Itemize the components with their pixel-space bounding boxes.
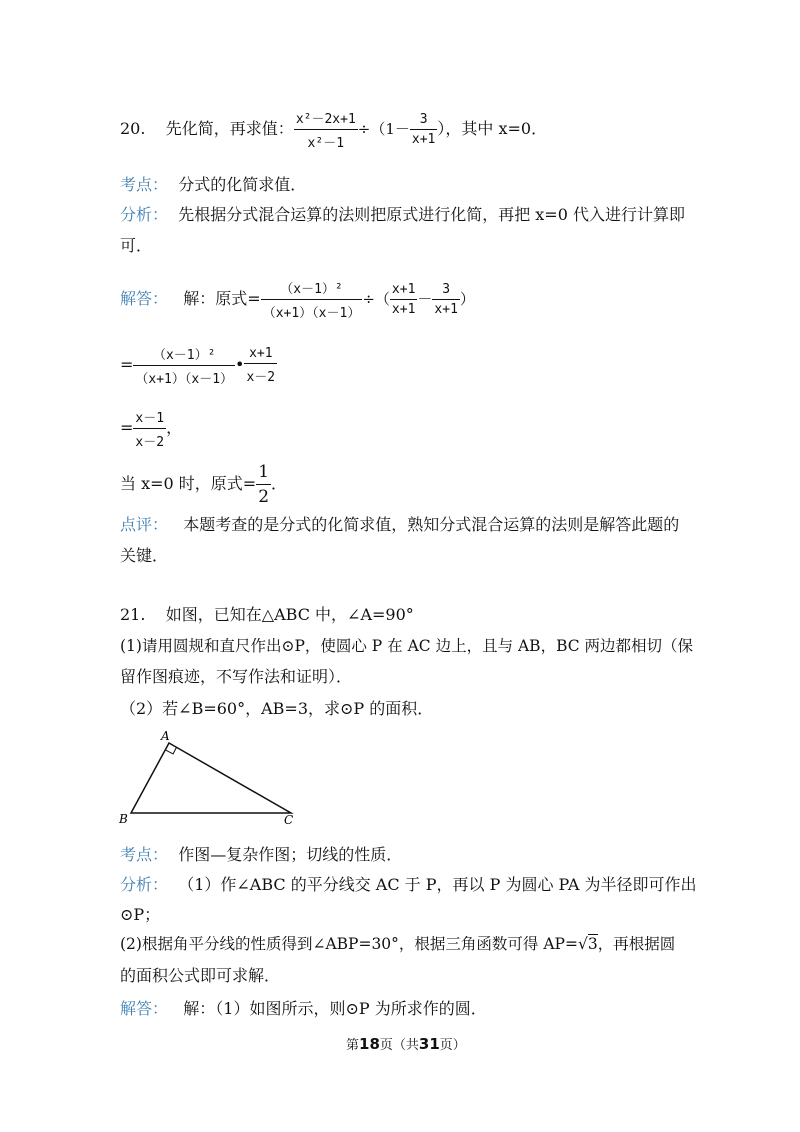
step1-fraction-2: $\frac{x+1}{x+1}$ — [391, 282, 416, 317]
step3-eq: = — [120, 418, 134, 437]
q20-condition: ），其中 x=0． — [437, 119, 548, 138]
jieda-intro: 解：原式= — [183, 289, 261, 308]
q20-final — [120, 462, 287, 507]
sqrt-value: 3 — [587, 935, 598, 953]
step1-fraction-3: $\frac{3}{x+1}$ — [434, 282, 458, 317]
final-end: ． — [271, 474, 288, 493]
q21-fenxi-line3 — [120, 932, 675, 954]
dianping-label: 点评： — [120, 515, 169, 534]
q20-jieda-step1 — [120, 278, 475, 321]
label-c: C — [284, 813, 294, 827]
q21-fenxi — [120, 872, 697, 895]
triangle-abc — [131, 743, 291, 813]
q20-jieda-step2 — [120, 344, 277, 387]
q20-jieda-step3 — [120, 407, 182, 450]
step2-dot: • — [235, 355, 245, 374]
q21-fenxi-line2: ⊙P； — [120, 905, 161, 924]
fenxi-line3-b: ，再根据圆 — [597, 935, 676, 953]
q20-dianping-cont: 关键． — [120, 546, 169, 565]
q21-part1-line2: 留作图痕迹，不写作法和证明）． — [120, 667, 353, 686]
kaodian-text: 作图—复杂作图；切线的性质． — [178, 845, 403, 864]
step1-close: ） — [459, 290, 475, 308]
q21-jieda — [120, 996, 487, 1019]
kaodian-text: 分式的化简求值． — [178, 175, 307, 194]
final-fraction: $\frac{1}{2}$ — [258, 462, 270, 507]
step3-comma: ， — [166, 418, 183, 437]
fenxi-text: 先根据分式混合运算的法则把原式进行化简，再把 x=0 代入进行计算即 — [178, 205, 685, 224]
kaodian-label: 考点： — [120, 845, 169, 864]
current-page: 18 — [359, 1035, 380, 1053]
step2-fraction-1: $\frac{\text{（x－1）²}}{(x+1)(x-1)}$ — [133, 344, 235, 387]
q20-dianping — [120, 512, 679, 535]
fenxi-line3-a: (2)根据角平分线的性质得到∠ABP=30°，根据三角函数可得 AP= — [120, 935, 578, 953]
q21-kaodian — [120, 842, 402, 865]
label-b: B — [119, 812, 128, 826]
dianping-text: 本题考查的是分式的化简求值，熟知分式混合运算的法则是解答此题的 — [183, 515, 680, 534]
kaodian-label: 考点： — [120, 175, 169, 194]
label-a: A — [161, 729, 170, 743]
q21-intro — [120, 602, 414, 625]
step1-fraction-1: $\frac{\text{（x－1）²}}{(x+1)(x-1)}$ — [261, 278, 363, 321]
fenxi-text: （1）作∠ABC 的平分线交 AC 于 P，再以 P 为圆心 PA 为半径即可作出 — [178, 875, 697, 894]
fenxi-label: 分析： — [120, 875, 169, 894]
step1-divide: ÷（ — [362, 290, 390, 308]
q20-statement — [120, 108, 547, 151]
q21-number: 21. — [120, 605, 146, 624]
step1-minus: － — [417, 290, 433, 308]
q20-fraction-2: $\frac{3}{x+1}$ — [411, 112, 436, 147]
q20-divide: ÷（1－ — [357, 120, 410, 138]
q20-prompt: 先化简，再求值： — [165, 119, 294, 138]
q20-fenxi — [120, 202, 685, 225]
step2-fraction-2: $\frac{x+1}{x-2}$ — [246, 346, 276, 385]
q20-fenxi-cont: 可． — [120, 236, 153, 255]
jieda-label: 解答： — [120, 999, 169, 1018]
page-footer: 第18页（共31页） — [346, 1035, 466, 1053]
triangle-figure — [115, 725, 305, 830]
q21-part2: （2）若∠B=60°，AB=3，求⊙P 的面积． — [120, 699, 434, 718]
final-text: 当 x=0 时，原式= — [120, 474, 257, 493]
jieda-text: 解：（1）如图所示，则⊙P 为所求作的圆． — [183, 999, 487, 1018]
q21-fenxi-line4: 的面积公式即可求解． — [120, 966, 281, 985]
fenxi-label: 分析： — [120, 205, 169, 224]
q21-intro-text: 如图，已知在△ABC 中，∠A=90° — [165, 605, 414, 624]
step3-fraction: $\frac{x-1}{x-2}$ — [133, 407, 166, 450]
step2-eq: = — [120, 355, 134, 374]
q20-fraction-1: $\frac{\text{x²－2x+1}}{\text{x²－1}}$ — [294, 108, 358, 151]
total-pages: 31 — [418, 1035, 440, 1053]
q20-kaodian — [120, 172, 306, 195]
sqrt-symbol: √ — [577, 935, 588, 953]
q20-number: 20. — [120, 119, 146, 138]
q21-part1-line1: (1)请用圆规和直尺作出⊙P，使圆心 P 在 AC 边上，且与 AB，BC 两边都相切（保 — [120, 637, 694, 655]
jieda-label: 解答： — [120, 289, 169, 308]
